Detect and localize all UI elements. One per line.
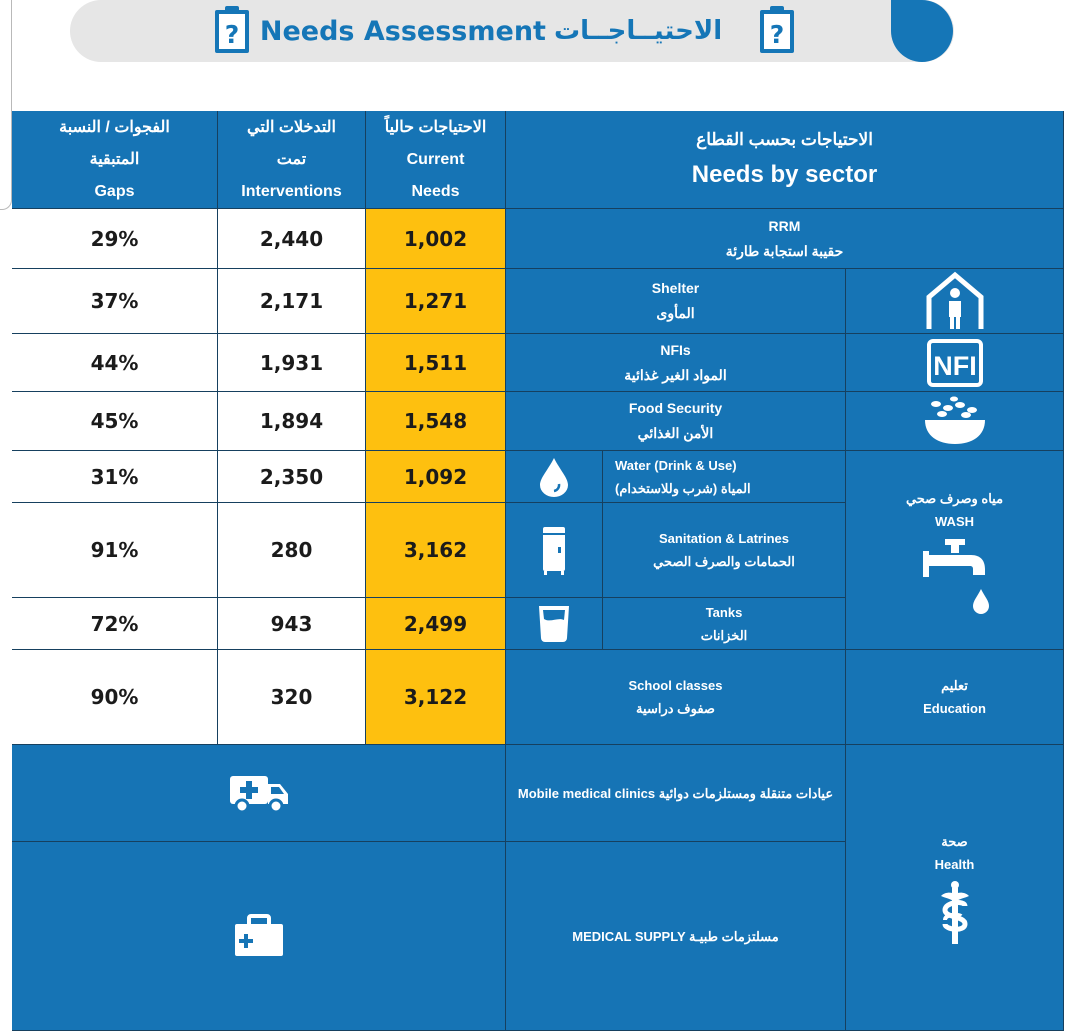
wash-group [846, 451, 1064, 650]
current-needs-value: 3,162 [366, 503, 506, 598]
medical-supply-text: MEDICAL SUPPLY مسلتزمات طبيـة [572, 928, 779, 944]
water-tank-icon [537, 604, 571, 644]
label-sanitation [603, 503, 846, 598]
svg-text:?: ? [769, 20, 785, 49]
label-rrm-en: RRM [768, 217, 801, 234]
education-group [846, 650, 1064, 745]
header-needs-ar: الاحتياجات حالياً [384, 118, 487, 136]
header-interventions-en: Interventions [241, 182, 342, 200]
label-rrm-ar: حقيبة استجابة طارئة [725, 242, 844, 259]
title-ar: الاحتيــاجــات [553, 16, 723, 46]
tanks-icon-cell [506, 598, 603, 650]
water-drop-icon [538, 456, 570, 498]
header-sector-en: Needs by sector [691, 160, 878, 188]
label-sanitation-en: Sanitation & Latrines [658, 531, 790, 546]
label-sanitation-ar: الحمامات والصرف الصحي [653, 554, 795, 569]
interventions-value: 1,894 [218, 392, 366, 451]
label-nfis [506, 334, 846, 392]
interventions-value: 320 [218, 650, 366, 745]
mobile-clinics-text: Mobile medical clinics عيادات متنقلة ومستلزمات دوائية [517, 785, 834, 801]
svg-text:NFI: NFI [932, 350, 977, 381]
current-needs-value: 2,499 [366, 598, 506, 650]
header-gaps [12, 111, 218, 209]
shelter-icon [923, 271, 987, 331]
ambulance-cell [12, 745, 506, 842]
interventions-value: 2,171 [218, 269, 366, 334]
interventions-value: 2,440 [218, 209, 366, 269]
health-label-ar: صحة [941, 833, 968, 849]
label-tanks [603, 598, 846, 650]
interventions-value: 280 [218, 503, 366, 598]
label-water-ar: المياة (شرب وللاستخدام) [615, 480, 751, 496]
current-needs-value: 1,271 [366, 269, 506, 334]
label-water [603, 451, 846, 503]
current-needs-value: 1,002 [366, 209, 506, 269]
header-gaps-en: Gaps [94, 182, 135, 200]
label-shelter-en: Shelter [651, 280, 700, 296]
sanitation-icon-cell [506, 503, 603, 598]
interventions-value: 1,931 [218, 334, 366, 392]
label-school-ar: صفوف دراسية [636, 701, 715, 716]
water-icon-cell [506, 451, 603, 503]
wash-label-en: WASH [935, 514, 974, 529]
label-shelter-ar: المأوى [656, 305, 695, 321]
label-mobile-clinics [506, 745, 846, 842]
gaps-value: 90% [12, 650, 218, 745]
nfi-icon [927, 339, 983, 387]
health-group [846, 745, 1064, 1031]
first-aid-kit-icon [233, 914, 285, 958]
interventions-value: 943 [218, 598, 366, 650]
gaps-value: 91% [12, 503, 218, 598]
wash-label-ar: مياه وصرف صحي [905, 491, 1004, 506]
food-icon-cell [846, 392, 1064, 451]
caduceus-icon [935, 880, 975, 946]
ambulance-icon [228, 772, 290, 814]
label-food-ar: الأمن الغذائي [637, 425, 714, 441]
needs-table [12, 111, 1064, 1031]
nfi-icon-cell [846, 334, 1064, 392]
gaps-value: 72% [12, 598, 218, 650]
label-medical-supply [506, 842, 846, 1031]
header-needs-en: Current Needs [406, 150, 465, 200]
header-gaps-ar: الفجوات / النسبة المتبقية [59, 118, 170, 168]
current-needs-value: 1,092 [366, 451, 506, 503]
label-school-en: School classes [628, 678, 723, 693]
header-interventions [218, 111, 366, 209]
page-edge [0, 0, 12, 210]
label-food-en: Food Security [628, 400, 723, 416]
current-needs-value: 1,548 [366, 392, 506, 451]
header-current-needs [366, 111, 506, 209]
education-label-ar: تعليم [941, 678, 968, 693]
current-needs-value: 3,122 [366, 650, 506, 745]
label-tanks-ar: الخزانات [700, 627, 748, 643]
health-label-en: Health [934, 856, 975, 872]
label-school [506, 650, 846, 745]
label-shelter [506, 269, 846, 334]
header-sector [506, 111, 1064, 209]
current-needs-value: 1,511 [366, 334, 506, 392]
latrine-icon [540, 525, 568, 575]
banner-circle [891, 0, 953, 62]
gaps-value: 44% [12, 334, 218, 392]
gaps-value: 29% [12, 209, 218, 269]
gaps-value: 31% [12, 451, 218, 503]
label-nfis-en: NFIs [660, 341, 691, 358]
clipboard-question-icon [757, 4, 797, 56]
shelter-icon-cell [846, 269, 1064, 334]
food-bowl-icon [922, 396, 988, 446]
title-en: Needs Assessment [259, 15, 546, 47]
faucet-icon [915, 537, 995, 621]
label-food-security [506, 392, 846, 451]
header-sector-ar: الاحتياجات بحسب القطاع [696, 129, 873, 149]
page-title [246, 0, 736, 62]
education-label-en: Education [923, 701, 986, 716]
medical-kit-cell [12, 842, 506, 1031]
label-tanks-en: Tanks [705, 604, 743, 620]
gaps-value: 37% [12, 269, 218, 334]
label-water-en: Water (Drink & Use) [615, 457, 737, 473]
label-rrm [506, 209, 1064, 269]
gaps-value: 45% [12, 392, 218, 451]
label-nfis-ar: المواد الغير غذائية [624, 366, 727, 383]
interventions-value: 2,350 [218, 451, 366, 503]
header-interventions-ar: التدخلات التي تمت [247, 118, 336, 168]
svg-text:?: ? [224, 20, 240, 49]
